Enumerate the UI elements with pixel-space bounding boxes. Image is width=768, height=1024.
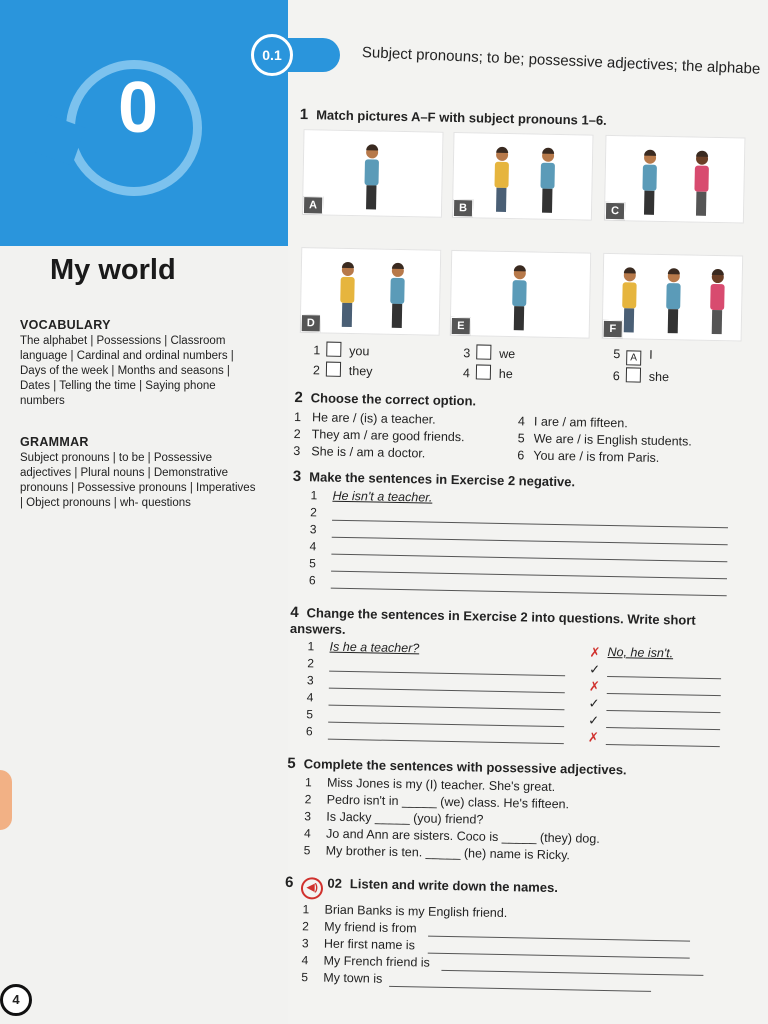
sentence-row[interactable]: 1 Miss Jones is my (I) teacher. She's great. <box>304 775 556 795</box>
picture-label: C <box>605 202 625 220</box>
sentence[interactable]: We are / is English students. <box>533 431 692 449</box>
example-short-answer: No, he isn't. <box>607 645 674 661</box>
unit-banner <box>0 0 288 246</box>
grammar-list: Subject pronouns | to be | Possessive adjectives | Plural nouns | Demonstrative pronouns | Possessive pronouns | Imperatives | Object pronouns | wh- questions <box>20 452 256 509</box>
exercise-6 <box>283 874 735 996</box>
option-4[interactable]: 4 he <box>462 366 513 382</box>
picture-f <box>602 253 744 342</box>
question-row[interactable]: 5 ✓ <box>288 707 738 733</box>
sentence-row[interactable]: 3 Her first name is <box>284 936 734 962</box>
question-row[interactable]: 3 ✗ <box>289 673 739 699</box>
answer-lines <box>291 488 743 599</box>
picture-label: A <box>303 196 323 214</box>
pronoun-options <box>295 341 746 390</box>
answer-box[interactable] <box>476 344 491 359</box>
exercise-number: 6 <box>284 873 294 892</box>
option-6[interactable]: 6 she <box>612 369 670 385</box>
cross-mark: ✗ <box>589 644 601 660</box>
question-row[interactable]: 6 ✗ <box>288 724 738 750</box>
exercise-number: 4 <box>290 603 299 622</box>
exercise-1 <box>295 106 750 390</box>
listening-sentences <box>283 902 735 996</box>
section-heading: Subject pronouns; to be; possessive adjectives; the alphabe <box>361 44 761 78</box>
exercise-number: 5 <box>287 754 296 773</box>
picture-label: B <box>453 199 473 217</box>
unit-number: 0 <box>117 68 159 148</box>
grammar-heading: GRAMMAR <box>20 435 89 449</box>
sentence-row[interactable]: 4 Jo and Ann are sisters. Coco is _____ (they) dog. <box>303 826 600 846</box>
example-answer: He isn't a teacher. <box>332 488 433 505</box>
vocabulary-list: The alphabet | Possessions | Classroom language | Cardinal and ordinal numbers | Days of the week | Months and seasons | Dates | Telling the time | Saying phone numbers <box>20 335 234 407</box>
sentence-row[interactable]: 5 My brother is ten. _____ (he) name is Ricky. <box>303 843 571 863</box>
picture-label: E <box>451 317 471 335</box>
picture-label: F <box>603 320 623 338</box>
answer-box[interactable] <box>626 367 641 382</box>
question-row[interactable]: 2 ✓ <box>289 656 739 682</box>
exercise-number: 1 <box>299 106 309 124</box>
answer-box[interactable] <box>326 362 341 377</box>
option-1[interactable]: 1 you <box>313 343 370 359</box>
sentence[interactable]: They am / are good friends. <box>311 427 465 445</box>
picture-b <box>452 132 594 221</box>
exercise-instruction: Choose the correct option. <box>310 390 477 409</box>
exercise-number: 3 <box>292 467 302 486</box>
question-row: 1 Is he a teacher? ✗ No, he isn't. <box>307 639 674 661</box>
picture-label: D <box>301 314 321 332</box>
exercise-instruction: Complete the sentences with possessive adjectives. <box>303 756 627 778</box>
question-row[interactable]: 4 ✓ <box>288 690 738 716</box>
exercise-3 <box>291 468 743 599</box>
tick-mark: ✓ <box>589 661 601 677</box>
cross-mark: ✗ <box>588 678 600 694</box>
exercise-number: 2 <box>294 388 303 407</box>
exercise-5 <box>286 755 738 869</box>
answer-row[interactable]: 2 <box>292 505 742 531</box>
vocabulary-heading: VOCABULARY <box>20 318 111 332</box>
picture-grid <box>296 129 750 346</box>
sentence[interactable]: I are / am fifteen. <box>533 414 628 431</box>
sentence-row[interactable]: 2 My friend is from <box>284 919 734 945</box>
answer-row[interactable]: 5 <box>291 556 741 582</box>
sentence[interactable]: He are / (is) a teacher. <box>311 410 436 427</box>
picture-e <box>450 250 592 339</box>
option-sentences: He are / (is) a teacher. They am / are good friends. She is / am a doctor. I are / am fifteen. We are / is English students. You are / is from Paris. 1 2 3 4 5 6 <box>293 409 692 465</box>
tick-mark: ✓ <box>588 695 600 711</box>
sentence-row[interactable]: 2 Pedro isn't in _____ (we) class. He's fifteen. <box>304 792 570 812</box>
gap-fill-sentences <box>286 775 738 869</box>
thumb-shadow <box>0 770 12 830</box>
exercises <box>283 106 750 995</box>
picture-c <box>604 135 746 224</box>
exercise-instruction: Match pictures A–F with subject pronouns 1–6. <box>316 107 607 128</box>
exercise-2 <box>293 389 744 471</box>
exercise-instruction: Listen and write down the names. <box>349 876 559 896</box>
tick-mark: ✓ <box>588 712 600 728</box>
question-lines <box>288 639 740 750</box>
option-2[interactable]: 2 they <box>312 363 373 379</box>
option-5[interactable]: 5 A I <box>613 347 653 366</box>
option-3[interactable]: 3 we <box>463 346 516 362</box>
sentence-row[interactable]: 5 My town is <box>283 970 733 996</box>
section-tag: 0.1 <box>251 34 293 76</box>
page-number: 4 <box>0 984 32 1016</box>
answer-row[interactable]: 3 <box>292 522 742 548</box>
picture-d <box>300 247 442 336</box>
exercise-instruction: Change the sentences in Exercise 2 into questions. Write short answers. <box>289 605 696 637</box>
sentence[interactable]: You are / is from Paris. <box>533 448 660 465</box>
answer-row[interactable]: 6 <box>291 573 741 599</box>
exercise-4 <box>288 604 741 750</box>
left-column <box>0 0 288 1024</box>
picture-a <box>302 129 444 218</box>
exercise-instruction: Make the sentences in Exercise 2 negative. <box>309 469 576 490</box>
audio-icon[interactable]: ◀) <box>301 877 323 899</box>
unit-contents <box>20 318 260 511</box>
example-question: Is he a teacher? <box>329 639 420 656</box>
sentence[interactable]: She is / am a doctor. <box>311 444 426 461</box>
track-number: 02 <box>327 875 343 891</box>
unit-title: My world <box>50 254 176 286</box>
sentence-row: 1 Brian Banks is my English friend. <box>302 902 508 921</box>
answer-box[interactable] <box>326 342 341 357</box>
cross-mark: ✗ <box>587 729 599 745</box>
sentence-row[interactable]: 4 My French friend is <box>283 953 733 979</box>
answer-row: 1 He isn't a teacher. <box>310 488 433 505</box>
sentence-row[interactable]: 3 Is Jacky _____ (you) friend? <box>304 809 484 827</box>
answer-row[interactable]: 4 <box>291 539 741 565</box>
answer-box[interactable] <box>476 364 491 379</box>
answer-box[interactable]: A <box>626 350 641 365</box>
